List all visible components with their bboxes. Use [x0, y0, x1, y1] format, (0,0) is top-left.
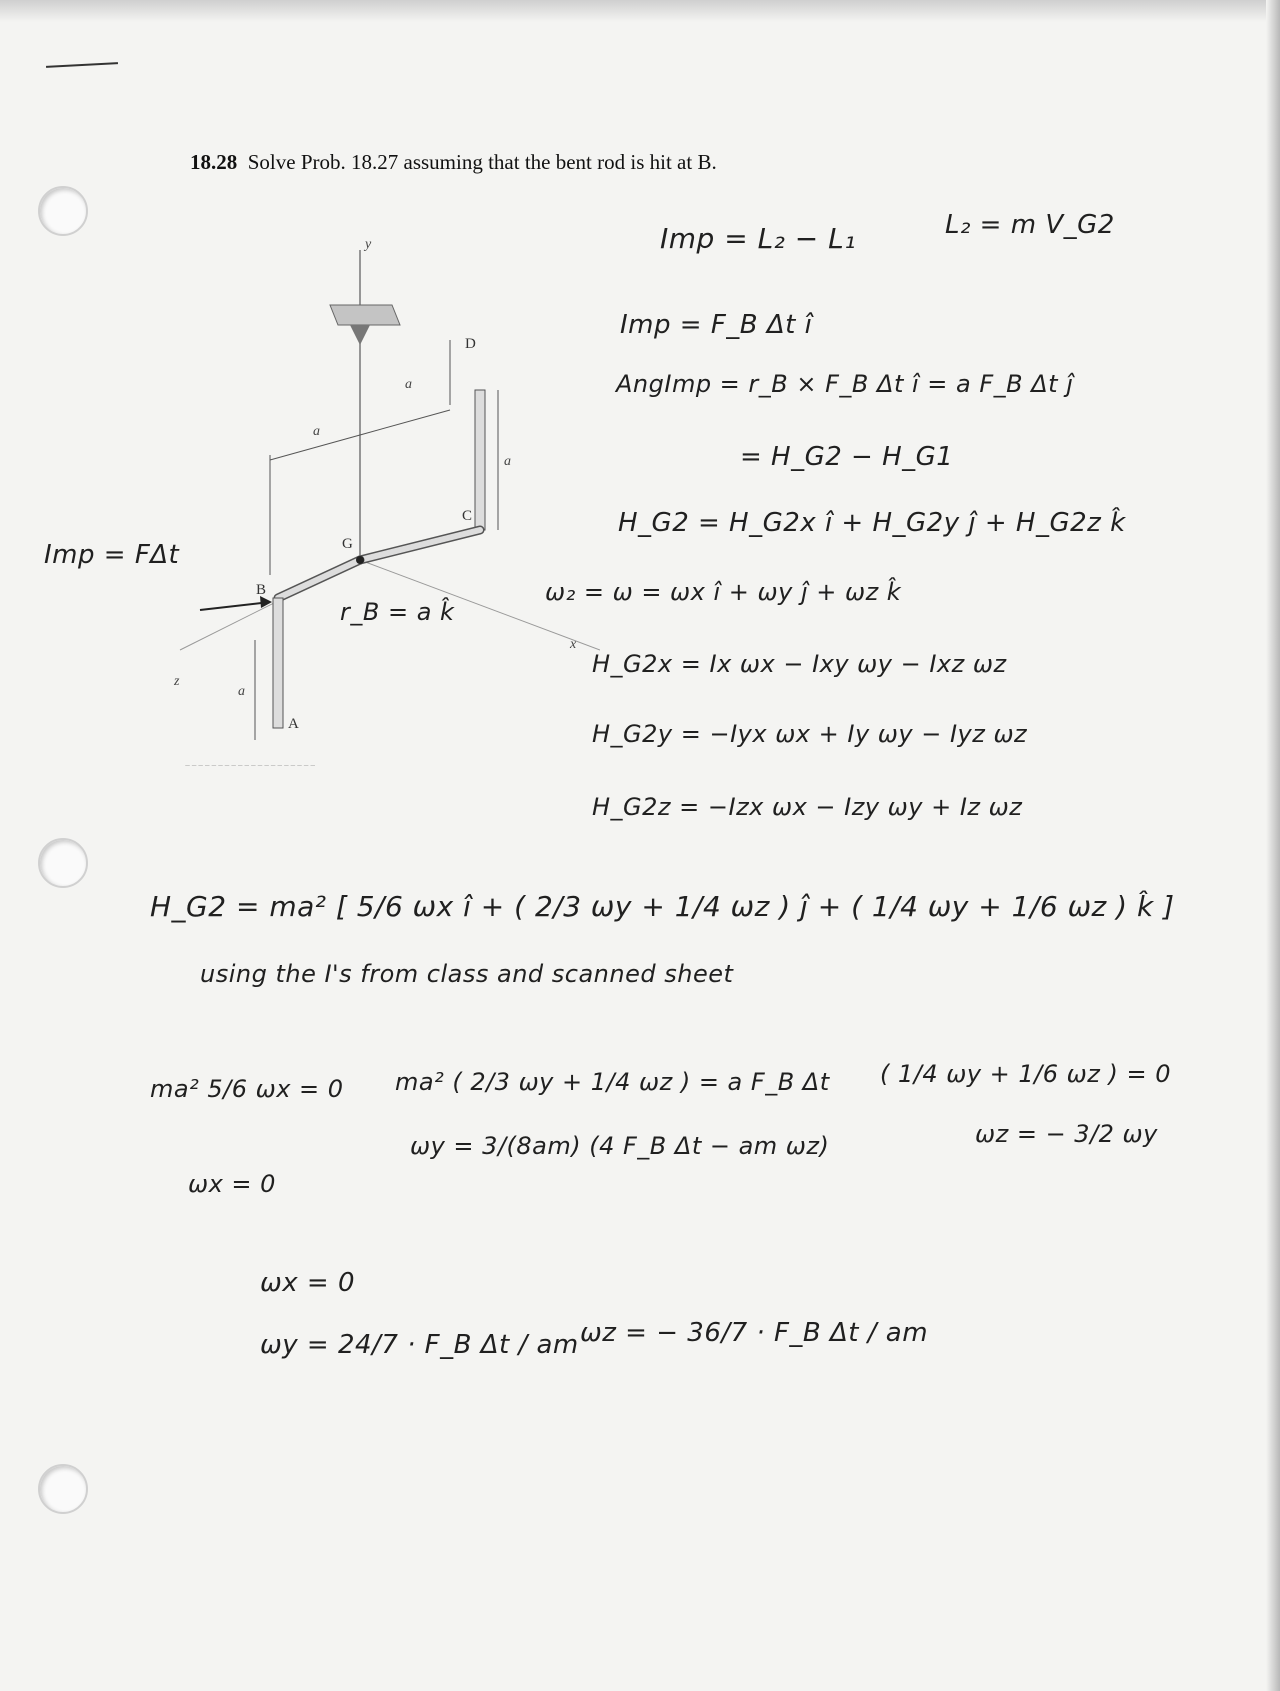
work-line-16: ωz = − 3/2 ωy: [975, 1120, 1158, 1148]
position-vector-annotation: r_B = a k̂: [340, 598, 455, 626]
label-d: D: [465, 336, 476, 352]
rod-segment-cd: [475, 390, 485, 530]
work-line-2: L₂ = m V_G2: [945, 210, 1115, 240]
label-c: C: [462, 508, 473, 524]
hole-punch-top: [38, 186, 88, 236]
label-b: B: [256, 582, 267, 598]
work-line-3: Imp = F_B Δt î: [620, 310, 813, 340]
answer-wy: ωy = 24/7 · F_B Δt / am: [260, 1330, 579, 1360]
answer-wz: ωz = − 36/7 · F_B Δt / am: [580, 1318, 929, 1348]
impulse-arrow: [200, 602, 270, 610]
work-line-9: H_G2y = −Iyx ωx + Iy ωy − Iyz ωz: [592, 720, 1028, 748]
dim-label-a3: a: [504, 454, 511, 469]
z-axis-label: z: [174, 674, 180, 689]
work-line-7: ω₂ = ω = ωx î + ωy ĵ + ωz k̂: [545, 578, 902, 606]
dim-label-a2: a: [405, 377, 412, 392]
ceiling-support: [330, 305, 400, 325]
pen-mark: [46, 62, 118, 68]
label-g: G: [342, 536, 353, 552]
impulse-annotation: Imp = FΔt: [44, 540, 180, 570]
bent-rod-figure: [160, 230, 600, 790]
work-line-8: H_G2x = Ix ωx − Ixy ωy − Ixz ωz: [592, 650, 1007, 678]
problem-text: Solve Prob. 18.27 assuming that the bent rod is hit at B.: [247, 150, 717, 174]
work-line-12: using the I's from class and scanned sheet: [200, 960, 734, 988]
work-line-14: ma² ( 2/3 ωy + 1/4 ωz ) = a F_B Δt: [395, 1068, 830, 1096]
work-line-6: H_G2 = H_G2x î + H_G2y ĵ + H_G2z k̂: [618, 508, 1126, 538]
scan-shadow-right: [1266, 0, 1280, 1691]
work-line-10: H_G2z = −Izx ωx − Izy ωy + Iz ωz: [592, 793, 1023, 821]
work-line-17: ωx = 0: [188, 1170, 276, 1198]
support-clamp: [350, 325, 370, 345]
problem-number: 18.28: [190, 150, 238, 174]
x-axis-label: x: [570, 637, 577, 652]
work-line-11: H_G2 = ma² [ 5/6 ωx î + ( 2/3 ωy + 1/4 ωz ) ĵ + ( 1/4 ωy + 1/6 ωz ) k̂ ]: [150, 890, 1175, 923]
work-line-18: ωy = 3/(8am) (4 F_B Δt − am ωz): [410, 1132, 830, 1160]
dim-label-a1: a: [313, 424, 320, 439]
work-line-13: ma² 5/6 ωx = 0: [150, 1075, 344, 1103]
hole-punch-middle: [38, 838, 88, 888]
y-axis-label: y: [365, 237, 372, 252]
work-line-15: ( 1/4 ωy + 1/6 ωz ) = 0: [880, 1060, 1171, 1088]
dim-line-a2: [360, 410, 450, 435]
work-line-1: Imp = L₂ − L₁: [660, 222, 856, 255]
scan-shadow-top: [0, 0, 1280, 22]
rod-segment-gb-highlight: [278, 560, 360, 598]
rod-segment-ba: [273, 598, 283, 728]
work-line-4: AngImp = r_B × F_B Δt î = a F_B Δt ĵ: [616, 370, 1074, 398]
dim-label-a4: a: [238, 684, 245, 699]
label-a: A: [288, 716, 299, 732]
center-of-mass-dot: [356, 556, 364, 564]
problem-statement: [190, 150, 717, 175]
copyright-line: — — — — — — — — — — — — — — — — — — — —: [185, 763, 316, 769]
rod-segment-cg-highlight: [360, 530, 480, 560]
work-line-5: = H_G2 − H_G1: [740, 442, 954, 472]
bent-rod-diagram: [160, 230, 600, 790]
hole-punch-bottom: [38, 1464, 88, 1514]
answer-wx: ωx = 0: [260, 1268, 356, 1298]
